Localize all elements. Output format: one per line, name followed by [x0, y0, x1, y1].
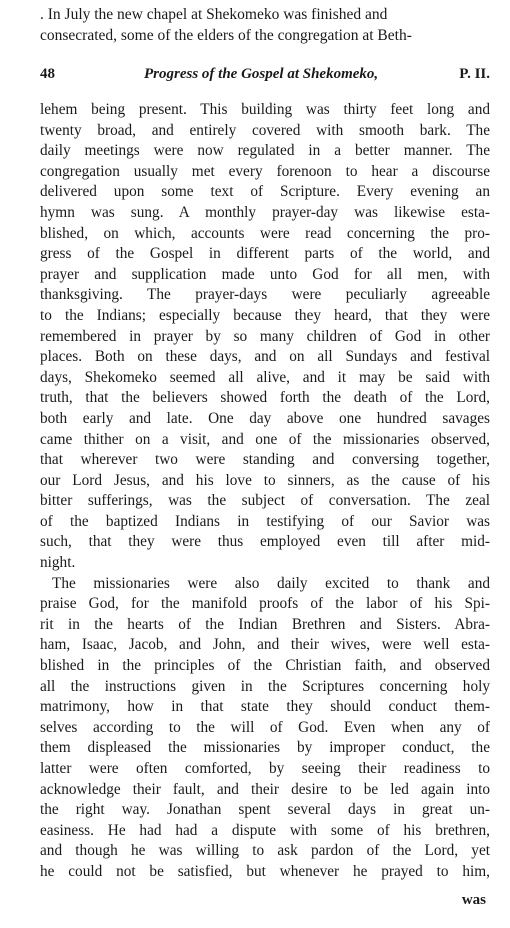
- previous-line: . In July the new chapel at Shekomeko was finished and: [40, 6, 388, 23]
- text-line: blished, on which, accounts were read concerning the pro-: [40, 224, 490, 242]
- text-line: rit in the hearts of the Indian Brethren and Sisters. Abra-: [40, 615, 490, 633]
- page-header: [40, 66, 492, 88]
- text-line: praise God, for the manifold proofs of the labor of his Spi-: [40, 595, 490, 613]
- text-line: delivered upon some text of Scripture. Every evening an: [40, 183, 490, 201]
- text-line: and though he was willing to ask pardon of the Lord, yet: [40, 842, 490, 860]
- text-line: night.: [40, 554, 76, 572]
- text-line: came thither on a visit, and one of the missionaries observed,: [40, 430, 490, 448]
- text-line: them displeased the missionaries by improper conduct, the: [40, 739, 490, 757]
- text-line: lehem being present. This building was thirty feet long and: [40, 101, 490, 118]
- text-line: selves according to the will of God. Even when any of: [40, 718, 490, 736]
- text-line: that wherever two were standing and conversing together,: [40, 451, 490, 469]
- text-line: truth, that the believers showed forth the death of the Lord,: [40, 389, 490, 407]
- text-line: the right way. Jonathan spent several days in great un-: [40, 801, 490, 819]
- text-line: blished in the principles of the Christian faith, and observed: [40, 657, 490, 675]
- text-line: he could not be satisfied, but whenever he prayed to him,: [40, 862, 490, 880]
- text-line: remembered in prayer by so many children of God in other: [40, 327, 490, 345]
- text-line: twenty broad, and entirely covered with smooth bark. The: [40, 121, 490, 139]
- text-line: such, that they were thus employed even till after mid-: [40, 533, 490, 551]
- text-line: hymn was sung. A monthly prayer-day was likewise esta-: [40, 203, 490, 221]
- body-text: [40, 100, 490, 883]
- text-line: ham, Isaac, Jacob, and John, and their wives, were well esta-: [40, 636, 490, 654]
- text-line: bitter sufferings, was the subject of conversation. The zeal: [40, 492, 490, 510]
- text-line: prayer and supplication made unto God for all men, with: [40, 265, 490, 283]
- text-line: all the instructions given in the Scriptures concerning holy: [40, 677, 490, 695]
- text-line: to the Indians; especially because they heard, that they were: [40, 306, 490, 324]
- text-line: places. Both on these days, and on all Sundays and festival: [40, 348, 490, 366]
- text-line: our Lord Jesus, and his love to sinners, as the cause of his: [40, 471, 490, 489]
- running-title: Progress of the Gospel at Shekomeko,: [144, 66, 379, 82]
- text-line: days, Shekomeko seemed all alive, and it may be said with: [40, 368, 490, 386]
- text-line: thanksgiving. The prayer-days were peculiarly agreeable: [40, 286, 490, 304]
- text-line: The missionaries were also daily excited to thank and: [52, 574, 490, 592]
- text-line: acknowledge their fault, and their desire to be led again into: [40, 780, 490, 798]
- text-line: easiness. He had had a dispute with some of his brethren,: [40, 821, 490, 839]
- page-number: 48: [40, 66, 55, 82]
- part-label: P. II.: [459, 66, 490, 82]
- text-line: gress of the Gospel in different parts of the world, and: [40, 245, 490, 263]
- text-line: matrimony, how in that state they should conduct them-: [40, 698, 490, 716]
- text-line: congregation usually met every forenoon to hear a discourse: [40, 162, 490, 180]
- catchword: was: [461, 892, 486, 908]
- previous-line: consecrated, some of the elders of the congregation at Beth-: [40, 27, 412, 44]
- previous-paragraph-tail: [40, 4, 490, 46]
- text-line: both early and late. One day above one hundred savages: [40, 409, 490, 427]
- text-line: daily meetings were now regulated in a better manner. The: [40, 142, 490, 160]
- text-line: of the baptized Indians in testifying of our Savior was: [40, 512, 490, 530]
- text-line: latter were often comforted, by seeing their readiness to: [40, 760, 490, 777]
